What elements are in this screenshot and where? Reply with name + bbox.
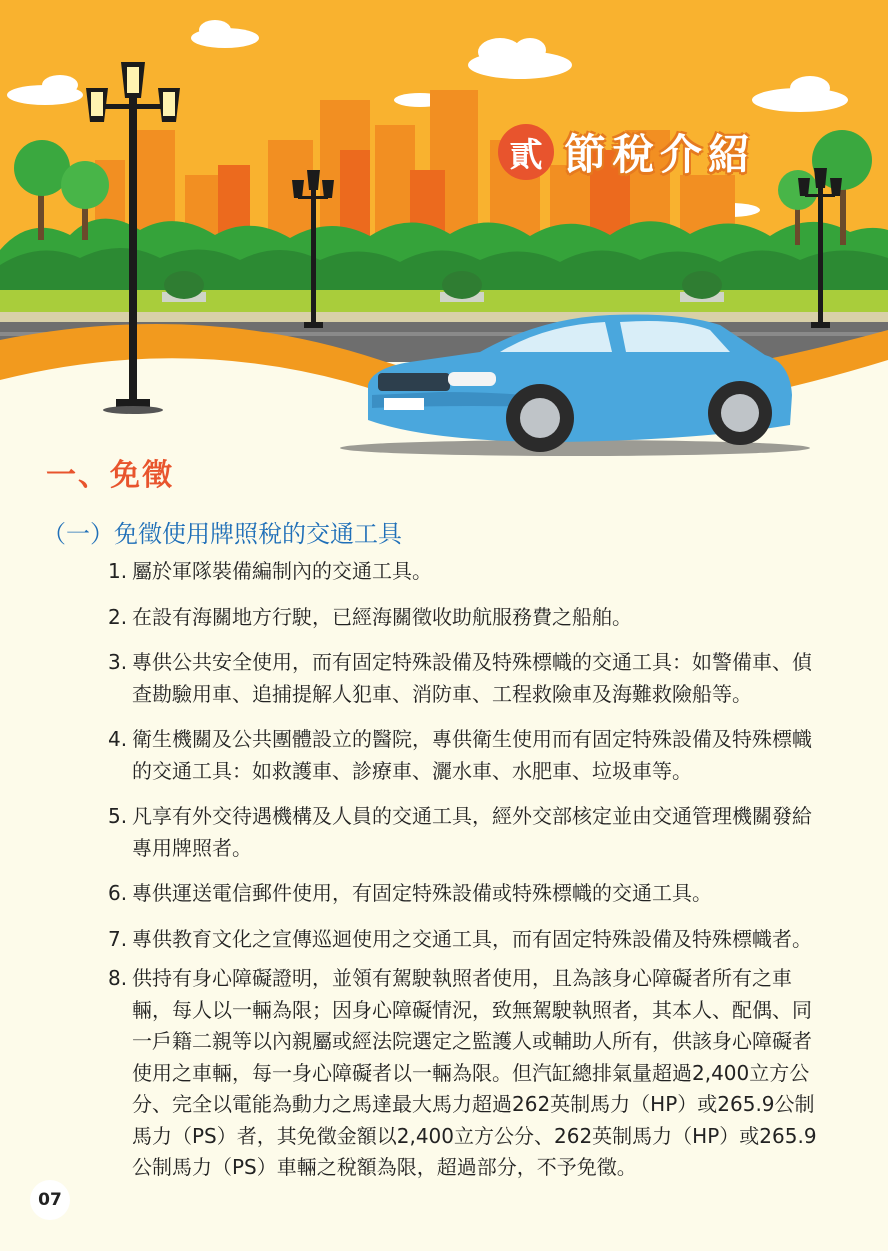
list-item bbox=[108, 878, 828, 910]
item-text: 專供公共安全使用，而有固定特殊設備及特殊標幟的交通工具：如警備車、偵查勘驗用車、追捕提解人犯車、消防車、工程救險車及海難救險船等。 bbox=[132, 650, 812, 706]
chapter-number-badge: 貳 bbox=[498, 124, 554, 180]
item-number: 6. bbox=[108, 881, 128, 905]
list-item bbox=[108, 924, 828, 956]
page-number: 07 bbox=[30, 1180, 70, 1220]
chapter-title bbox=[498, 122, 756, 182]
header-banner-illustration bbox=[0, 0, 888, 470]
item-number: 2. bbox=[108, 604, 128, 629]
item-text: 供持有身心障礙證明，並領有駕駛執照者使用，且為該身心障礙者所有之車輛，每人以一輛為限；因身心障礙情況，致無駕駛執照者，其本人、配偶、同一戶籍二親等以內親屬或經法院選定之監護人或輔助人所有，供該身心障礙者使用之車輛，每一身心障礙者以一輛為限。但汽缸總排氣量超過2,400立方公分、完全以電能為動力之馬達最大馬力超過262英制馬力（HP）或265.9公制馬力（PS）者，其免徵金額以2,400立方公分、262英制馬力（HP）或265.9公制馬力（PS）車輛之稅額為限，超過部分，不予免徵。 bbox=[132, 966, 817, 1179]
item-text: 凡享有外交待遇機構及人員的交通工具，經外交部核定並由交通管理機關發給專用牌照者。 bbox=[132, 804, 812, 860]
item-number: 1. bbox=[108, 559, 128, 583]
list-item bbox=[108, 647, 828, 710]
list-item bbox=[108, 724, 828, 787]
section-subheading: （一）免徵使用牌照稅的交通工具 bbox=[42, 520, 402, 548]
item-text: 專供運送電信郵件使用，有固定特殊設備或特殊標幟的交通工具。 bbox=[132, 881, 712, 905]
list-item bbox=[108, 963, 828, 1184]
list-item bbox=[108, 556, 828, 588]
item-number: 8. bbox=[108, 966, 128, 990]
item-number: 4. bbox=[108, 727, 128, 751]
list-item bbox=[108, 602, 828, 634]
exemption-list bbox=[108, 556, 828, 1198]
item-number: 5. bbox=[108, 804, 128, 828]
item-text: 屬於軍隊裝備編制內的交通工具。 bbox=[132, 559, 432, 583]
item-number: 3. bbox=[108, 650, 128, 674]
section-heading: 一、免徵 bbox=[46, 458, 174, 493]
chapter-title-text: 節稅介紹 bbox=[564, 130, 757, 179]
item-text: 在設有海關地方行駛，已經海關徵收助航服務費之船舶。 bbox=[132, 604, 632, 629]
item-text: 衛生機關及公共團體設立的醫院，專供衛生使用而有固定特殊設備及特殊標幟的交通工具：如救護車、診療車、灑水車、水肥車、垃圾車等。 bbox=[132, 727, 812, 783]
item-text: 專供教育文化之宣傳巡迴使用之交通工具，而有固定特殊設備及特殊標幟者。 bbox=[132, 926, 812, 951]
item-number: 7. bbox=[108, 926, 128, 951]
list-item bbox=[108, 801, 828, 864]
